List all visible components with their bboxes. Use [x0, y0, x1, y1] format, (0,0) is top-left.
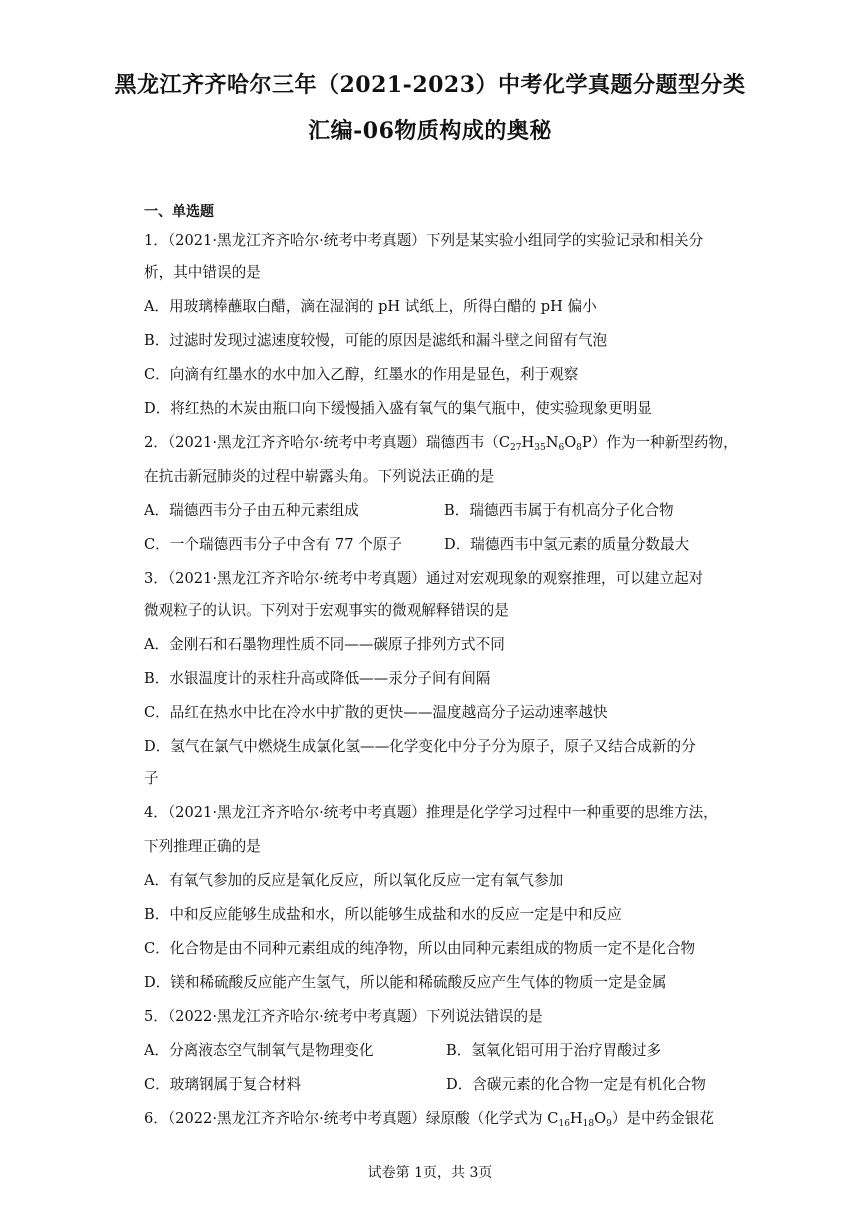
q3-option-d-line2: 子	[144, 770, 159, 787]
q3-stem-line1: 3．（2021·黑龙江齐齐哈尔·统考中考真题）通过对宏观现象的观察推理，可以建立起对	[144, 570, 704, 587]
formula-sub-27: 27	[510, 443, 522, 453]
q2-stem-line2: 在抗击新冠肺炎的过程中崭露头角。下列说法正确的是	[144, 468, 495, 485]
formula-o: O	[594, 1110, 607, 1127]
formula-sub-16: 16	[558, 1119, 570, 1129]
formula-sub-18: 18	[582, 1119, 595, 1129]
formula-sub-6: 6	[558, 443, 565, 453]
q4-option-d: D．镁和稀硫酸反应能产生氢气，所以能和稀硫酸反应产生气体的物质一定是金属	[144, 974, 667, 991]
q2-option-c: C．一个瑞德西韦分子中含有 77 个原子	[144, 536, 402, 553]
section-heading: 一、单选题	[144, 204, 214, 220]
q2-options-row1	[144, 500, 724, 522]
q6-stem-pre: 6．（2022·黑龙江齐齐哈尔·统考中考真题）绿原酸（化学式为 C	[144, 1110, 559, 1127]
formula-sub-8: 8	[576, 443, 582, 453]
formula-h: H	[521, 434, 535, 451]
q4-option-b: B．中和反应能够生成盐和水，所以能够生成盐和水的反应一定是中和反应	[144, 906, 622, 923]
q4-option-a: A．有氧气参加的反应是氧化反应，所以氧化反应一定有氧气参加	[144, 872, 564, 889]
q5-option-d: D．含碳元素的化合物一定是有机化合物	[446, 1076, 706, 1093]
q6-stem-line1	[144, 1108, 724, 1130]
formula-sub-9: 9	[606, 1119, 612, 1129]
q1-option-d: D．将红热的木炭由瓶口向下缓慢插入盛有氧气的集气瓶中，使实验现象更明显	[144, 400, 652, 417]
formula-n: N	[545, 434, 559, 451]
q4-stem-line1: 4．（2021·黑龙江齐齐哈尔·统考中考真题）推理是化学学习过程中一种重要的思维方法，	[144, 804, 718, 821]
q5-options-row1	[144, 1040, 724, 1062]
q6-stem-post: ）是中药金银花	[611, 1110, 714, 1127]
q2-stem-post: P）作为一种新型药物，	[581, 434, 738, 451]
q2-stem-line1	[144, 432, 738, 454]
q1-option-c: C．向滴有红墨水的水中加入乙醇，红墨水的作用是显色，利于观察	[144, 366, 579, 383]
q2-option-a: A．瑞德西韦分子由五种元素组成	[144, 502, 359, 519]
q5-option-a: A．分离液态空气制氧气是物理变化	[144, 1042, 374, 1059]
q2-option-d: D．瑞德西韦中氢元素的质量分数最大	[444, 536, 690, 553]
q5-option-c: C．玻璃钢属于复合材料	[144, 1076, 302, 1093]
q1-stem-line2: 析，其中错误的是	[144, 264, 261, 281]
formula-o: O	[564, 434, 577, 451]
q2-options-row2	[144, 534, 724, 556]
page-title-line1: 黑龙江齐齐哈尔三年（2021-2023）中考化学真题分题型分类	[114, 72, 746, 98]
q3-option-b: B．水银温度计的汞柱升高或降低——汞分子间有间隔	[144, 670, 491, 687]
q5-option-b: B．氢氧化铝可用于治疗胃酸过多	[446, 1042, 662, 1059]
q1-stem-line1: 1．（2021·黑龙江齐齐哈尔·统考中考真题）下列是某实验小组同学的实验记录和相关分	[144, 232, 704, 249]
q3-stem-line2: 微观粒子的认识。下列对于宏观事实的微观解释错误的是	[144, 602, 509, 619]
q1-option-b: B．过滤时发现过滤速度较慢，可能的原因是滤纸和漏斗壁之间留有气泡	[144, 332, 608, 349]
page-title-line2: 汇编-06物质构成的奥秘	[308, 118, 552, 144]
q3-option-c: C．品红在热水中比在冷水中扩散的更快——温度越高分子运动速率越快	[144, 704, 608, 721]
q2-stem-pre: 2．（2021·黑龙江齐齐哈尔·统考中考真题）瑞德西韦（C	[144, 434, 511, 451]
q4-stem-line2: 下列推理正确的是	[144, 838, 261, 855]
q4-option-c: C．化合物是由不同种元素组成的纯净物，所以由同种元素组成的物质一定不是化合物	[144, 940, 696, 957]
q5-stem: 5．（2022·黑龙江齐齐哈尔·统考中考真题）下列说法错误的是	[144, 1008, 543, 1025]
q3-option-d-line1: D．氢气在氯气中燃烧生成氯化氢——化学变化中分子分为原子，原子又结合成新的分	[144, 738, 696, 755]
formula-h: H	[569, 1110, 583, 1127]
formula-sub-35: 35	[534, 443, 546, 453]
q2-option-b: B．瑞德西韦属于有机高分子化合物	[444, 502, 674, 519]
page-footer: 试卷第 1页，共 3页	[367, 1165, 493, 1181]
q5-options-row2	[144, 1074, 724, 1096]
q3-option-a: A．金刚石和石墨物理性质不同——碳原子排列方式不同	[144, 636, 505, 653]
q1-option-a: A．用玻璃棒蘸取白醋，滴在湿润的 pH 试纸上，所得白醋的 pH 偏小	[144, 298, 597, 315]
